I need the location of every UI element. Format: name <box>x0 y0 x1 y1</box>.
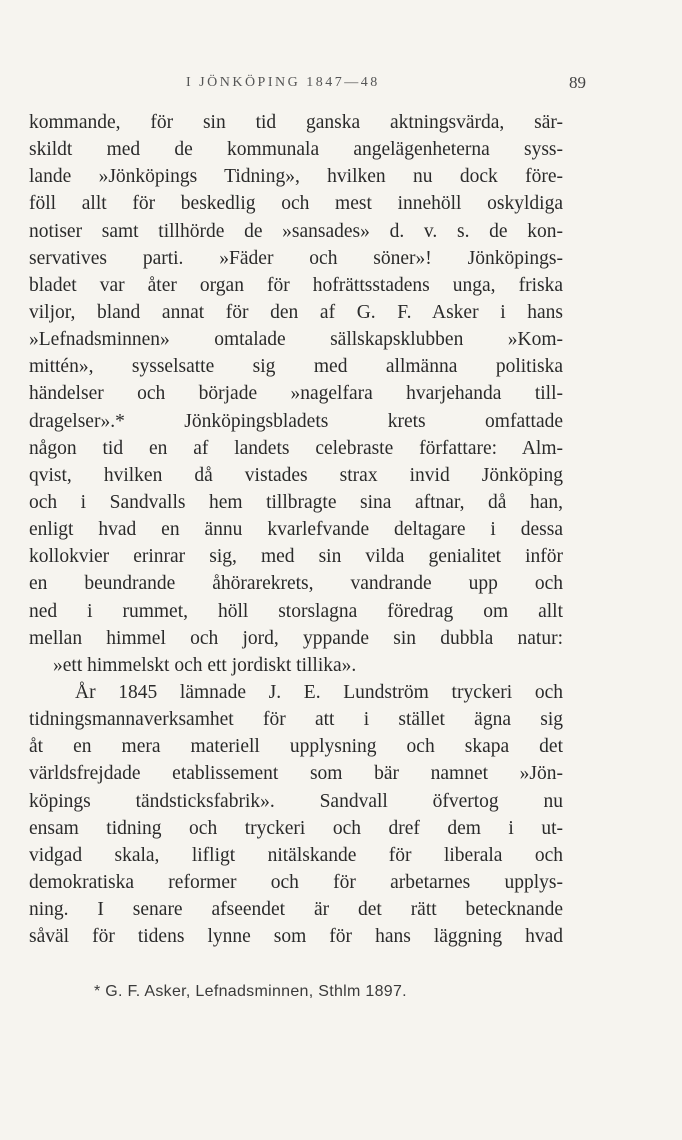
text-line: qvist, hvilken då vistades strax invid Jönköping <box>29 464 563 486</box>
page-number: 89 <box>569 73 586 92</box>
text-line: demokratiska reformer och för arbetarnes upplys- <box>29 871 563 893</box>
text-line: världsfrejdade etablissement som bär namnet »Jön- <box>29 763 563 785</box>
text-line: händelser och började »nagelfara hvarjehanda till- <box>29 383 563 405</box>
text-line: ned i rummet, höll storslagna föredrag om allt <box>29 600 563 622</box>
text-line: mellan himmel och jord, yppande sin dubbla natur: <box>29 627 563 649</box>
text-line: en beundrande åhörarekrets, vandrande upp och <box>29 573 563 595</box>
text-line: skildt med de kommunala angelägenheterna syss- <box>29 139 563 161</box>
paragraph-start-line: År 1845 lämnade J. E. Lundström tryckeri och <box>75 681 563 703</box>
text-line: ning. I senare afseendet är det rätt betecknande <box>29 899 563 921</box>
text-line: köpings tändsticksfabrik». Sandvall öfvertog nu <box>29 790 563 812</box>
text-line: servatives parti. »Fäder och söner»! Jönköpings- <box>29 247 563 269</box>
text-line: och i Sandvalls hem tillbragte sina aftnar, då han, <box>29 491 563 513</box>
text-line: »Lefnadsminnen» omtalade sällskapsklubben »Kom- <box>29 329 563 351</box>
page-header <box>0 73 682 97</box>
text-line: ensam tidning och tryckeri och dref dem i ut- <box>29 817 563 839</box>
text-line: vidgad skala, lifligt nitälskande för liberala och <box>29 844 563 866</box>
text-line: notiser samt tillhörde de »sansades» d. v. s. de kon- <box>29 220 563 242</box>
running-title: I JÖNKÖPING 1847—48 <box>186 75 380 90</box>
text-line: viljor, bland annat för den af G. F. Asker i hans <box>29 301 563 323</box>
text-line: kommande, för sin tid ganska aktningsvärda, sär- <box>29 112 563 133</box>
text-line: åt en mera materiell upplysning och skapa det <box>29 736 563 758</box>
text-line: lande »Jönköpings Tidning», hvilken nu dock före- <box>29 166 563 188</box>
text-line: föll allt för beskedlig och mest innehöll oskyldiga <box>29 193 563 215</box>
text-line: »ett himmelskt och ett jordiskt tillika». <box>53 654 357 676</box>
text-line: någon tid en af landets celebraste författare: Alm- <box>29 437 563 459</box>
text-line: enligt hvad en ännu kvarlefvande deltagare i dessa <box>29 519 563 541</box>
text-line: dragelser».* Jönköpingsbladets krets omfattade <box>29 410 563 432</box>
text-line: kollokvier erinrar sig, med sin vilda genialitet inför <box>29 546 563 568</box>
text-line: såväl för tidens lynne som för hans läggning hvad <box>29 926 563 948</box>
body-text <box>29 109 563 950</box>
text-line: bladet var åter organ för hofrättsstadens unga, friska <box>29 274 563 296</box>
footnote: * G. F. Asker, Lefnadsminnen, Sthlm 1897. <box>94 983 407 1000</box>
text-line: mittén», sysselsatte sig med allmänna politiska <box>29 356 563 378</box>
text-line: tidningsmannaverksamhet för att i stället ägna sig <box>29 709 563 731</box>
